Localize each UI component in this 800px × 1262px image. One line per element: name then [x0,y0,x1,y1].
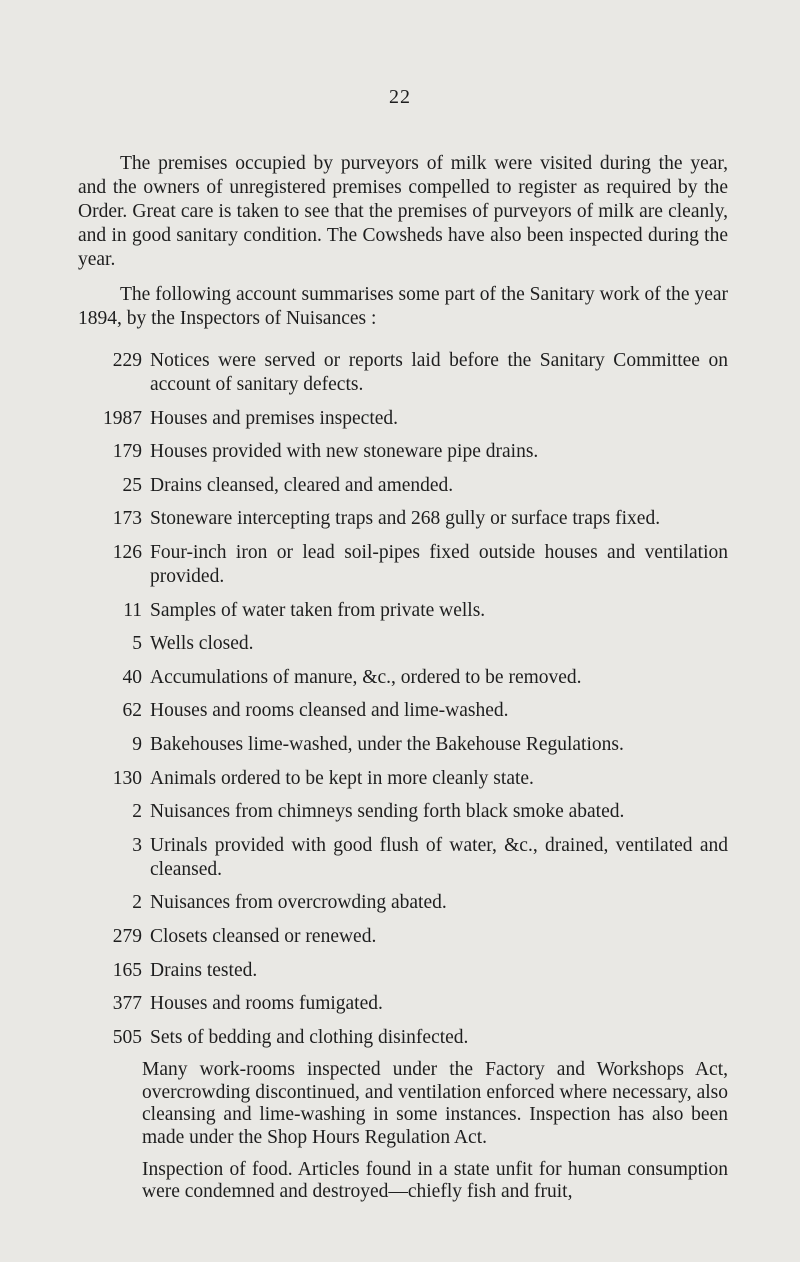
item-text: Houses and rooms fumigated. [150,993,383,1015]
list-item [78,474,728,498]
item-count [78,1159,142,1204]
item-text: Houses and rooms cleansed and lime-washed. [150,700,509,722]
list-item [78,349,728,397]
item-text: Bakehouses lime-washed, under the Bakehouse Regulations. [150,733,624,755]
item-text: Samples of water taken from private wells. [150,599,486,621]
item-text: Accumulations of manure, &c., ordered to be removed. [150,666,582,688]
list-item [78,632,728,656]
item-count: 1987 [103,407,142,429]
list-item [78,767,728,791]
item-count: 126 [112,541,142,563]
item-count: 9 [132,733,142,755]
item-text: Inspection of food. Articles found in a state unfit for human consumption were condemned and destroyed—chiefly fish and fruit, [142,1158,728,1203]
list-item [78,407,728,431]
list-item [78,925,728,949]
item-text: Houses and premises inspected. [150,407,399,429]
item-count: 40 [122,666,142,688]
list-item [78,959,728,983]
list-item [78,1059,728,1149]
list-item [78,699,728,723]
item-count: 25 [122,474,142,496]
item-count: 62 [122,700,142,722]
item-count: 279 [112,925,142,947]
item-text: Houses provided with new stoneware pipe drains. [150,441,539,463]
item-count [78,1059,142,1149]
item-text: Notices were served or reports laid before the Sanitary Committee on account of sanitary defects. [150,350,728,395]
item-count: 179 [112,441,142,463]
list-item [78,834,728,882]
item-count: 130 [112,767,142,789]
item-count: 377 [112,993,142,1015]
page-number: 22 [389,86,411,108]
item-text: Closets cleansed or renewed. [150,925,377,947]
item-text: Sets of bedding and clothing disinfected. [150,1026,469,1048]
item-text: Nuisances from chimneys sending forth black smoke abated. [150,801,625,823]
sanitary-work-list [78,349,728,1213]
list-item [78,992,728,1016]
item-text: Stoneware intercepting traps and 268 gully or surface traps fixed. [150,508,661,530]
item-count: 229 [112,350,142,371]
paragraph-sanitary-summary-intro: The following account summarises some part of the Sanitary work of the year 1894, by the Inspectors of Nuisances : [78,284,728,329]
list-item [78,1159,728,1204]
item-count: 2 [132,801,142,823]
item-count: 505 [112,1026,142,1048]
item-text: Urinals provided with good flush of water, &c., drained, ventilated and cleansed. [150,834,728,880]
item-count: 3 [132,834,142,856]
item-count: 165 [112,959,142,981]
item-text: Wells closed. [150,633,254,655]
item-text: Animals ordered to be kept in more cleanly state. [150,767,534,789]
item-count: 2 [132,892,142,914]
list-item [78,440,728,464]
list-item [78,1026,728,1050]
list-item [78,507,728,531]
item-count: 173 [112,508,142,530]
list-item [78,541,728,589]
list-item [78,800,728,824]
item-count: 11 [123,599,142,621]
list-item [78,891,728,915]
item-text: Drains cleansed, cleared and amended. [150,474,454,496]
list-item [78,733,728,757]
item-text: Many work-rooms inspected under the Factory and Workshops Act, overcrowding discontinued, and ventilation enforced where necessary, also cleansing and lime-washing in some instances. Inspection has also been made under the Shop Hours Regulation Act. [142,1059,728,1148]
item-text: Nuisances from overcrowding abated. [150,892,447,914]
item-text: Four-inch iron or lead soil-pipes fixed outside houses and ventilation provided. [150,541,728,587]
list-item [78,666,728,690]
item-count: 5 [132,633,142,655]
item-text: Drains tested. [150,959,258,981]
paragraph-milk-purveyors: The premises occupied by purveyors of milk were visited during the year, and the owners of unregistered premises compelled to register as required by the Order. Great care is taken to see that the premises of purveyors of milk are cleanly, and in good sanitary condition. The Cowsheds have also been inspected during the year. [78,153,728,270]
list-item [78,599,728,623]
